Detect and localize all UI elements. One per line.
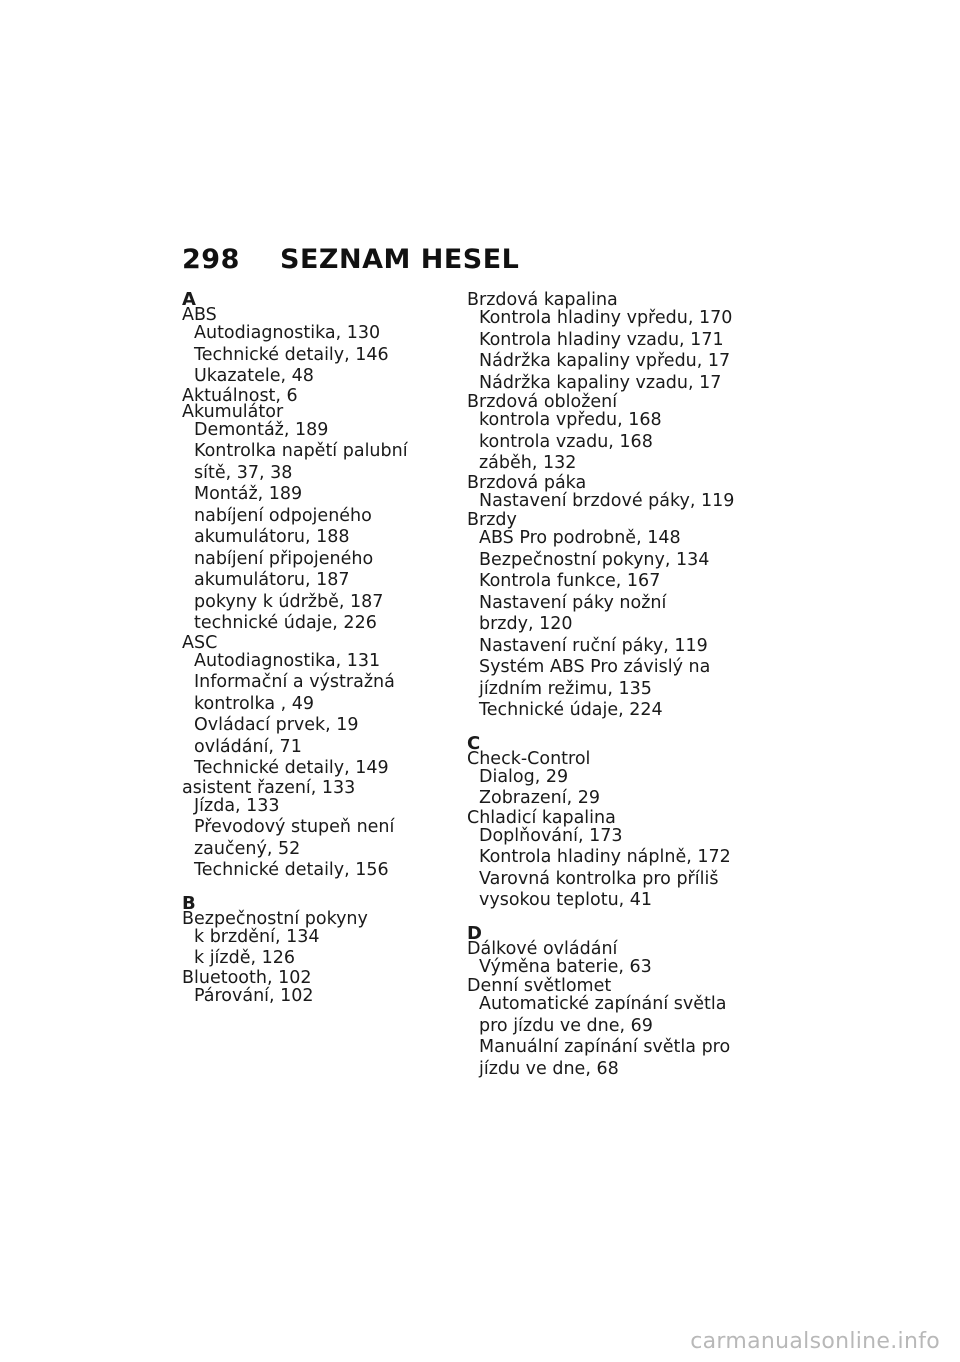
index-entry-asistent: asistent řazení, 133 [182, 777, 356, 798]
index-subentry: pokyny k údržbě, 187 [194, 591, 384, 612]
index-subentry: Jízda, 133 [194, 795, 280, 816]
index-subentry: Převodový stupeň není [194, 817, 395, 837]
index-subentry: Kontrola funkce, 167 [479, 571, 661, 591]
index-subentry: Výměna baterie, 63 [479, 956, 652, 977]
page-header [182, 244, 519, 275]
index-subentry: Kontrola hladiny vpředu, 170 [479, 308, 733, 328]
section-letter-b: B [182, 892, 196, 914]
page-title: SEZNAM HESEL [280, 244, 520, 275]
index-entry-chladici-kapalina: Chladicí kapalina [467, 807, 616, 828]
index-entry-check-control: Check-Control [467, 748, 591, 769]
index-entry-akumulator: Akumulátor [182, 401, 284, 422]
index-subentry: akumulátoru, 188 [194, 527, 350, 547]
page-number: 298 [182, 244, 240, 275]
index-subentry: nabíjení připojeného [194, 548, 374, 569]
index-subentry: k jízdě, 126 [194, 948, 296, 968]
index-subentry: Dialog, 29 [479, 766, 569, 787]
index-entry-bluetooth: Bluetooth, 102 [182, 967, 312, 988]
index-entry-brzdova-paka: Brzdová páka [467, 472, 587, 493]
index-subentry: Bezpečnostní pokyny, 134 [479, 549, 710, 570]
index-subentry: Kontrolka napětí palubní [194, 441, 408, 461]
index-subentry: vysokou teplotu, 41 [479, 890, 653, 910]
index-subentry: Montáž, 189 [194, 484, 303, 504]
index-subentry: kontrola vzadu, 168 [479, 431, 653, 452]
index-subentry: k brzdění, 134 [194, 926, 320, 947]
index-entry-brzdova-kapalina: Brzdová kapalina [467, 290, 618, 310]
index-subentry: Párování, 102 [194, 985, 314, 1006]
index-subentry: jízdu ve dne, 68 [479, 1058, 619, 1079]
index-subentry: Kontrola hladiny vzadu, 171 [479, 329, 724, 350]
index-subentry: Technické údaje, 224 [479, 700, 663, 720]
index-subentry: Kontrola hladiny náplně, 172 [479, 847, 731, 867]
index-subentry: Technické detaily, 156 [194, 860, 389, 880]
index-subentry: kontrola vpředu, 168 [479, 410, 662, 430]
index-subentry: Informační a výstražná [194, 672, 395, 692]
index-column-right [467, 292, 757, 1080]
index-entry-aktualnost: Aktuálnost, 6 [182, 385, 298, 406]
index-subentry: Nastavení brzdové páky, 119 [479, 490, 735, 511]
index-subentry: Nádržka kapaliny vzadu, 17 [479, 372, 722, 393]
index-subentry: Manuální zapínání světla pro [479, 1037, 731, 1057]
index-subentry: Nastavení páky nožní [479, 592, 667, 613]
index-subentry: kontrolka , 49 [194, 693, 315, 714]
index-entry-denni-svetlomet: Denní světlomet [467, 976, 612, 996]
index-subentry: sítě, 37, 38 [194, 462, 293, 483]
index-subentry: brzdy, 120 [479, 614, 573, 634]
index-subentry: Ukazatele, 48 [194, 366, 314, 386]
index-subentry: Autodiagnostika, 130 [194, 323, 381, 343]
index-subentry: Nastavení ruční páky, 119 [479, 635, 708, 656]
index-entry-brzdy: Brzdy [467, 510, 517, 530]
index-entry-abs: ABS [182, 305, 217, 325]
index-entry-bezpecnostni: Bezpečnostní pokyny [182, 908, 368, 929]
index-subentry: technické údaje, 226 [194, 613, 377, 633]
index-entry-dalkove-ovladani: Dálkové ovládání [467, 938, 618, 959]
index-subentry: Nádržka kapaliny vpředu, 17 [479, 351, 731, 371]
index-subentry: Technické detaily, 149 [194, 758, 389, 778]
index-subentry: nabíjení odpojeného [194, 505, 372, 526]
index-subentry: Systém ABS Pro závislý na [479, 657, 711, 677]
index-subentry: záběh, 132 [479, 453, 577, 473]
index-subentry: Automatické zapínání světla [479, 994, 727, 1014]
index-subentry: akumulátoru, 187 [194, 570, 350, 590]
index-subentry: Technické detaily, 146 [194, 344, 389, 365]
watermark: carmanualsonline.info [690, 1329, 940, 1354]
index-subentry: pro jízdu ve dne, 69 [479, 1015, 653, 1036]
index-column-left [182, 289, 472, 1007]
index-subentry: ovládání, 71 [194, 736, 302, 757]
index-entry-asc: ASC [182, 632, 218, 653]
index-subentry: Varovná kontrolka pro příliš [479, 868, 719, 889]
section-letter-d: D [467, 922, 482, 944]
index-subentry: Ovládací prvek, 19 [194, 715, 359, 735]
index-subentry: Doplňování, 173 [479, 825, 623, 846]
index-subentry: Autodiagnostika, 131 [194, 650, 381, 671]
index-subentry: ABS Pro podrobně, 148 [479, 528, 681, 548]
index-subentry: jízdním režimu, 135 [479, 678, 652, 699]
index-subentry: zaučený, 52 [194, 838, 301, 859]
section-letter-a: A [182, 289, 196, 310]
section-letter-c: C [467, 732, 481, 754]
index-subentry: Demontáž, 189 [194, 419, 329, 440]
index-entry-brzdova-oblozeni: Brzdová obložení [467, 392, 618, 412]
index-subentry: Zobrazení, 29 [479, 788, 601, 808]
